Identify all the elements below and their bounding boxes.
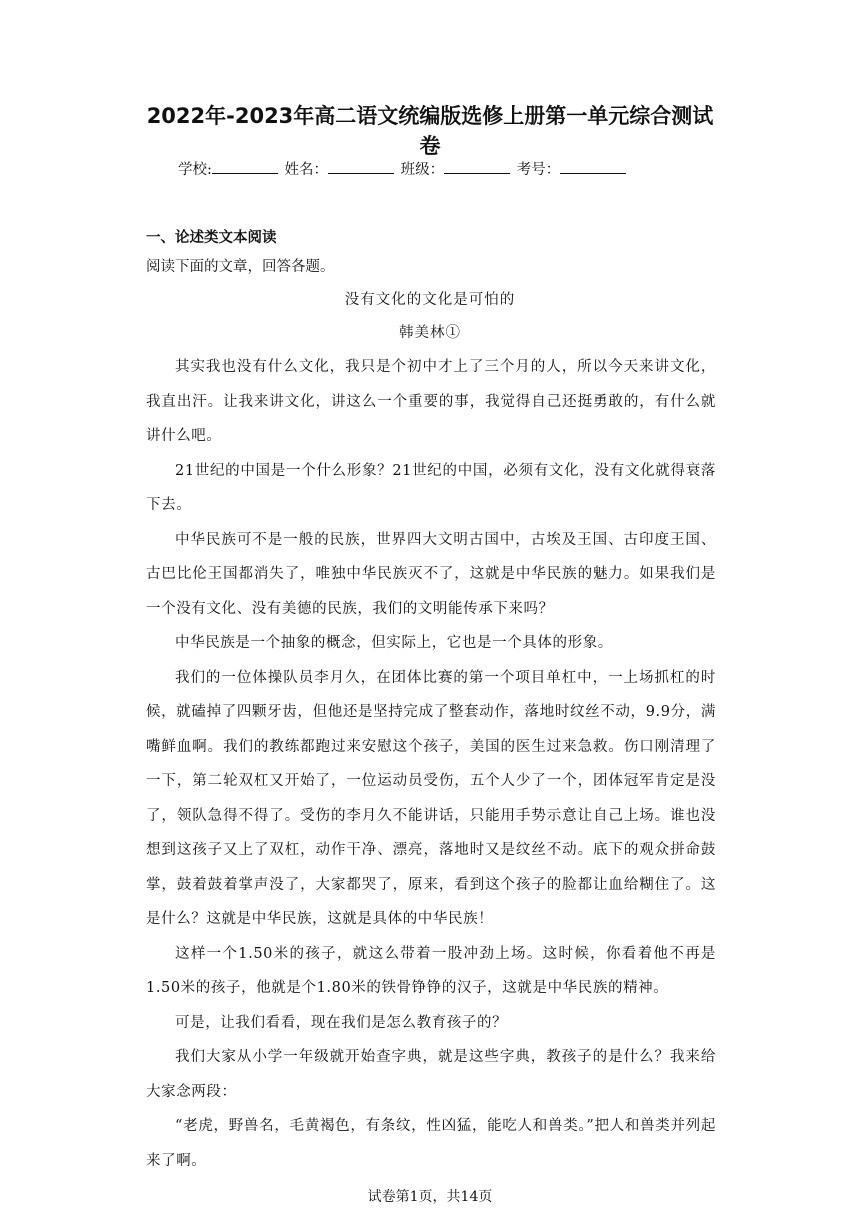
name-blank[interactable] — [328, 161, 394, 174]
school-label: 学校: — [178, 162, 212, 178]
article-paragraph: 中华民族可不是一般的民族，世界四大文明古国中，古埃及王国、古印度王国、古巴比伦王国都消失了，唯独中华民族灭不了，这就是中华民族的魅力。如果我们是一个没有文化、没有美德的民族，我们的文明能传承下来吗？ — [146, 531, 716, 617]
section-instruction: 阅读下面的文章，回答各题。 — [146, 259, 335, 275]
article-title: 没有文化的文化是可怕的 — [344, 292, 516, 308]
exam-title-line2: 卷 — [419, 134, 441, 158]
page-footer: 试卷第1页，共14页 — [367, 1189, 493, 1205]
article-paragraph: 这样一个1.50米的孩子，就这么带着一股冲劲上场。这时候，你看着他不再是1.50米的孩子，他就是个1.80米的铁骨铮铮的汉子，这就是中华民族的精神。 — [146, 945, 716, 996]
article-paragraph: 可是，让我们看看，现在我们是怎么教育孩子的？ — [175, 1014, 508, 1031]
article-paragraph: 我们大家从小学一年级就开始查字典，就是这些字典，教孩子的是什么？我来给大家念两段： — [146, 1049, 716, 1100]
class-label: 班级： — [400, 162, 445, 178]
article-paragraph: “老虎，野兽名，毛黄褐色，有条纹，性凶猛，能吃人和兽类。”把人和兽类并列起来了啊。 — [146, 1118, 716, 1169]
number-label: 考号： — [516, 162, 561, 178]
article-author: 韩美林① — [399, 325, 461, 341]
article-paragraph: 21世纪的中国是一个什么形象？21世纪的中国，必须有文化，没有文化就得衰落下去。 — [146, 462, 716, 513]
name-label: 姓名： — [284, 162, 328, 178]
article-body — [146, 350, 716, 1178]
number-blank[interactable] — [560, 161, 626, 174]
article-paragraph: 中华民族是一个抽象的概念，但实际上，它也是一个具体的形象。 — [175, 635, 613, 651]
student-info-row — [178, 158, 628, 179]
class-blank[interactable] — [444, 161, 510, 174]
exam-title-line1: 2022年-2023年高二语文统编版选修上册第一单元综合测试 — [146, 104, 714, 128]
section-heading: 一、论述类文本阅读 — [146, 230, 277, 246]
school-blank[interactable] — [212, 161, 278, 174]
article-paragraph: 其实我也没有什么文化，我只是个初中才上了三个月的人，所以今天来讲文化，我直出汗。让我来讲文化，讲这么一个重要的事，我觉得自己还挺勇敢的，有什么就讲什么吧。 — [146, 359, 716, 444]
article-paragraph: 我们的一位体操队员李月久，在团体比赛的第一个项目单杠中，一上场抓杠的时候，就磕掉了四颗牙齿，但他还是坚持完成了整套动作，落地时纹丝不动，9.9分，满嘴鲜血啊。我们的教练都跑过来安慰这个孩子，美国的医生过来急救。伤口刚清理了一下，第二轮双杠又开始了，一位运动员受伤，五个人少了一个，团体冠军肯定是没了，领队急得不得了。受伤的李月久不能讲话，只能用手势示意让自己上场。谁也没想到这孩子又上了双杠，动作干净、漂亮，落地时又是纹丝不动。底下的观众拼命鼓掌，鼓着鼓着掌声没了，大家都哭了，原来，看到这个孩子的脸都让血给糊住了。这是什么？这就是中华民族，这就是具体的中华民族！ — [146, 669, 716, 927]
